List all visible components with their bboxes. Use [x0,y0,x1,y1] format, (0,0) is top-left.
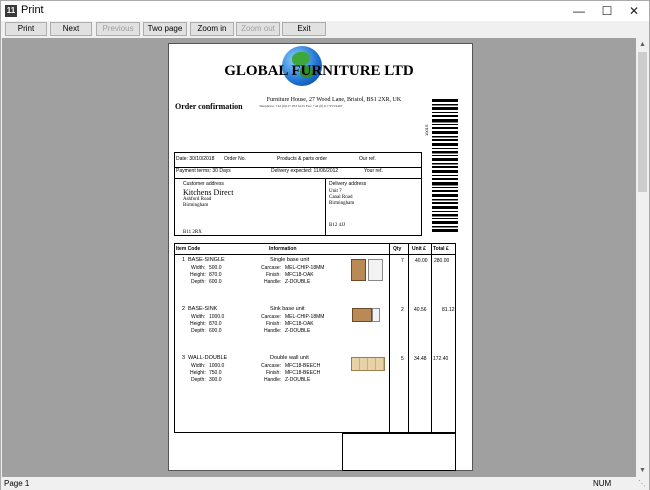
item-total: 280.00 [434,258,450,264]
handle-label: Handle: [264,377,282,383]
address-split [325,178,326,236]
customer-name: Kitchens Direct [183,188,234,197]
vertical-scrollbar[interactable] [636,38,649,477]
delivery-address-label: Delivery address [329,181,367,187]
height-label: Height: [190,370,206,376]
header-qty: Qty [393,246,402,252]
delivery-postcode: B12 4JJ [329,223,345,228]
item-unit-price: 34.48 [414,356,427,362]
carcase-label: Carcase: [261,314,282,320]
item-depth: 600.0 [209,328,222,334]
item-qty: 5 [401,356,404,362]
item-unit-price: 40.56 [414,307,427,313]
finish-label: Finish: [266,272,281,278]
two-page-button[interactable]: Two page [143,22,187,36]
product-image [352,308,372,322]
preview-area[interactable] [2,38,636,477]
carcase-label: Carcase: [261,363,282,369]
depth-label: Depth: [191,377,206,383]
header-information: Information [269,246,297,252]
product-image [351,259,366,281]
company-phones: Telephone: +44 (0)117 953 6125 Fax: +44 (0)117 953 6467 [259,104,343,108]
unit-column-line [408,243,409,433]
item-num: 1 [182,257,186,263]
status-bar [1,477,649,490]
product-image [351,357,385,371]
your-ref-label: Your ref. [364,168,383,174]
customer-postcode: B11 2RX [183,230,202,235]
scroll-down-icon[interactable]: ▼ [639,467,646,474]
barcode [432,99,458,234]
item-carcase: MEL-CHIP-18MM [285,314,325,320]
item-num: 2 [182,306,186,312]
height-label: Height: [190,272,206,278]
item-depth: 600.0 [209,279,222,285]
company-name: GLOBAL FURNITURE LTD [224,63,414,79]
order-no-label: Order No. [224,156,246,162]
item-height: 870.0 [209,321,222,327]
item-total: 81.12 [442,307,455,313]
item-info-title: Single base unit [270,257,310,263]
delivery-line1: Unit 7 [329,189,342,194]
delivery-line2: Canal Road [329,195,353,200]
item-handle: Z-DOUBLE [285,328,311,334]
item-carcase: MFC18-BEECH [285,363,321,369]
width-label: Width: [191,265,206,271]
item-code: WALL-DOUBLE [188,355,228,361]
scroll-up-icon[interactable]: ▲ [639,41,646,48]
item-width: 1000.0 [209,314,225,320]
width-label: Width: [191,363,206,369]
product-drawing [368,259,383,281]
customer-line1: Ashford Road [183,197,212,202]
delivery-expected: Delivery expected: 11/06/2012 [271,168,339,174]
status-num: NUM [593,479,612,488]
item-finish: MFC18-OAK [285,272,314,278]
product-drawing [372,308,380,322]
next-button[interactable]: Next [50,22,92,36]
item-num: 3 [182,355,186,361]
finish-label: Finish: [266,321,281,327]
item-qty: 2 [401,307,404,313]
item-height: 750.0 [209,370,222,376]
close-icon[interactable]: ✕ [628,4,640,18]
item-handle: Z-DOUBLE [285,377,311,383]
document-page [168,43,473,471]
depth-label: Depth: [191,328,206,334]
header-total: Total £ [433,246,449,252]
payment-terms: Payment terms: 30 Days [176,168,231,174]
item-width: 500.0 [209,265,222,271]
depth-label: Depth: [191,279,206,285]
height-label: Height: [190,321,206,327]
handle-label: Handle: [264,328,282,334]
width-label: Width: [191,314,206,320]
title-bar [1,1,649,21]
item-code: BASE-SINGLE [188,257,225,263]
zoom-out-button[interactable]: Zoom out [236,22,280,36]
total-column-line [431,243,432,433]
table-header-divider [174,254,456,255]
item-total: 172.40 [433,356,449,362]
item-info-title: Sink base unit [270,306,305,312]
resize-grip-icon[interactable]: ⋱ [638,479,646,488]
item-qty: 7 [401,258,404,264]
item-code: BASE-SINK [188,306,218,312]
item-unit-price: 40.00 [415,258,428,264]
qty-column-line [389,243,390,433]
barcode-number: 1001S [424,124,429,136]
address-divider [174,178,422,179]
item-height: 870.0 [209,272,222,278]
carcase-label: Carcase: [261,265,282,271]
header-item-code: Item Code [176,246,201,252]
customer-address-label: Customer address [183,181,224,187]
toolbar [1,21,649,38]
previous-button[interactable]: Previous [96,22,140,36]
delivery-line3: Birmingham [329,201,355,206]
products-label: Products & parts order [277,156,328,162]
item-carcase: MEL-CHIP-18MM [285,265,325,271]
handle-label: Handle: [264,279,282,285]
scroll-thumb[interactable] [638,52,647,192]
order-date: Date: 30/10/2018 [176,156,215,162]
document-title: Order confirmation [175,102,243,111]
window-title: Print [21,4,44,16]
item-finish: MFC18-OAK [285,321,314,327]
maximize-icon[interactable]: ☐ [601,4,613,18]
status-page: Page 1 [4,479,30,488]
item-depth: 300.0 [209,377,222,383]
our-ref-label: Our ref. [359,156,376,162]
print-button[interactable]: Print [5,22,47,36]
header-unit: Unit £ [412,246,426,252]
minimize-icon[interactable]: — [573,4,585,18]
totals-box [342,433,456,471]
item-handle: Z-DOUBLE [285,279,311,285]
customer-line2: Birmingham [183,203,209,208]
company-address: Furniture House, 27 Wood Lane, Bristol, BS1 2XR, UK [266,97,402,103]
item-info-title: Double wall unit [270,355,309,361]
zoom-in-button[interactable]: Zoom in [190,22,234,36]
app-icon: 11 [6,6,16,15]
item-finish: MFC18-BEECH [285,370,321,376]
finish-label: Finish: [266,370,281,376]
exit-button[interactable]: Exit [282,22,326,36]
item-width: 1000.0 [209,363,225,369]
